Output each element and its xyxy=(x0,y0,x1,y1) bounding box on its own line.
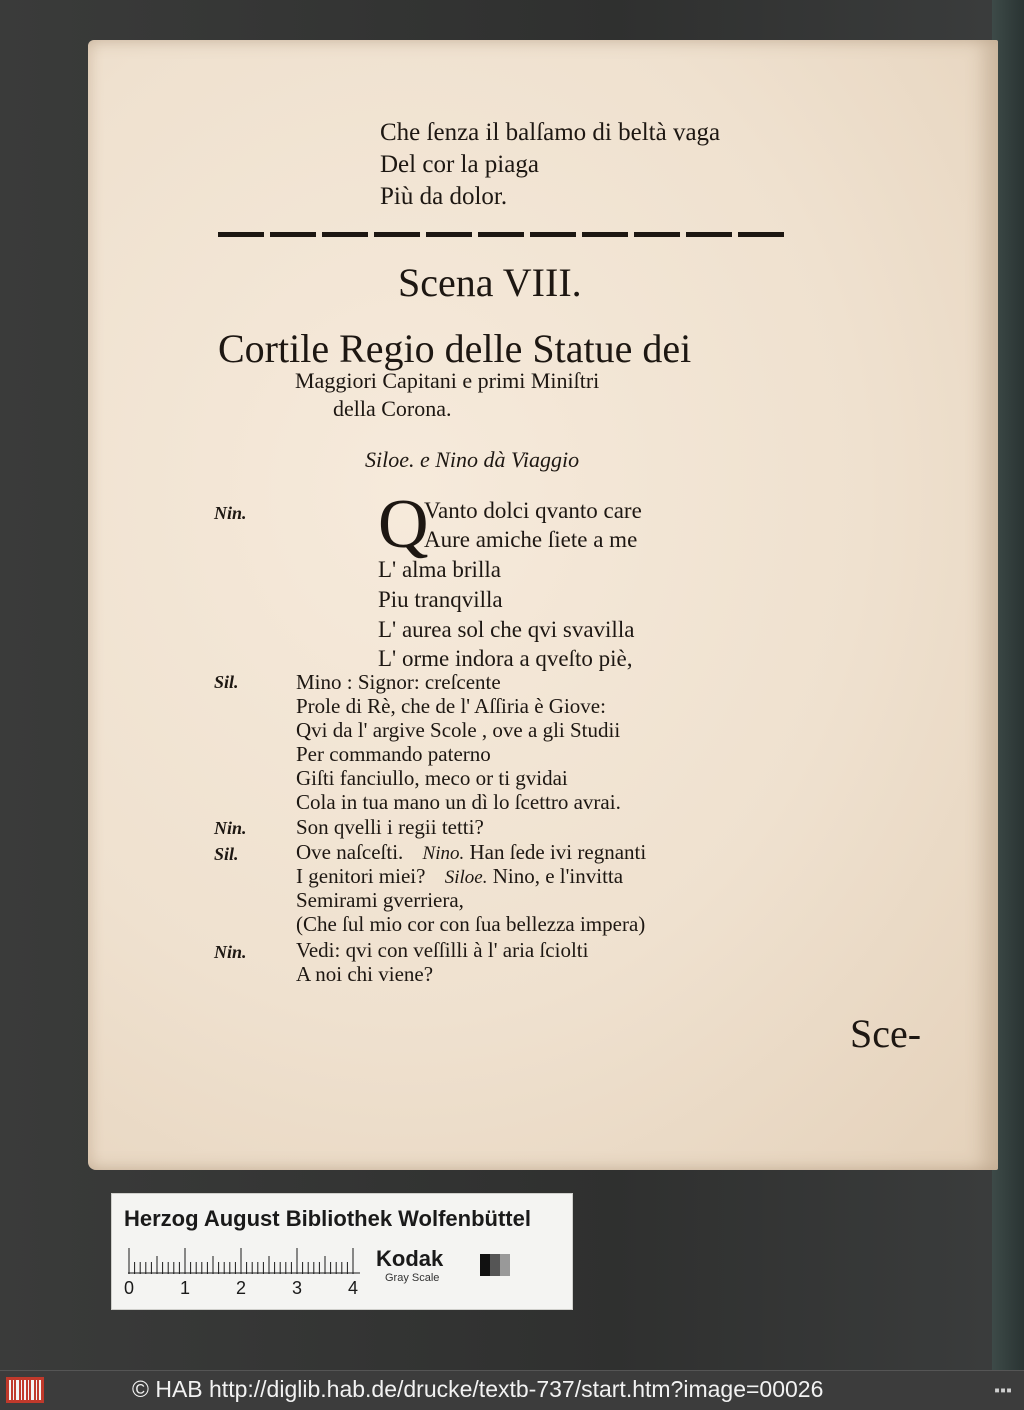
aria-line-1: Vanto dolci qvanto care xyxy=(424,498,642,523)
dialogue-line: Qvi da l' argive Scole , ove a gli Studii xyxy=(296,718,621,742)
dialogue-line xyxy=(296,840,646,865)
library-color-card xyxy=(111,1193,573,1310)
dialogue-line: Mino : Signor: creſcente xyxy=(296,670,501,694)
inline-speaker: Nino. xyxy=(422,843,465,864)
book-page xyxy=(88,40,998,1170)
speaker-label: Sil. xyxy=(214,672,239,692)
aria-line-3: L' alma brilla xyxy=(378,557,501,582)
footer-mark: ▪▪▪ xyxy=(993,1385,1012,1396)
dialogue-text: Han ſede ivi regnanti xyxy=(469,840,647,864)
gray-scale-label: Gray Scale xyxy=(385,1272,440,1284)
place-subtitle-1: Maggiori Capitani e primi Miniſtri xyxy=(295,368,600,393)
ruler-number: 4 xyxy=(348,1278,359,1298)
scene-title: Scena VIII. xyxy=(398,260,582,305)
catchword: Sce- xyxy=(850,1011,922,1056)
ruler-number: 3 xyxy=(292,1278,303,1298)
barcode-icon xyxy=(6,1377,44,1403)
dialogue-text: Ove naſceſti. xyxy=(296,840,404,864)
dialogue-line xyxy=(296,864,623,889)
drop-cap: Q xyxy=(378,486,429,563)
copyright-link[interactable]: © HAB http://diglib.hab.de/drucke/textb-737/start.htm?image=00026 xyxy=(132,1376,824,1402)
aria-line-4: Piu tranqvilla xyxy=(378,587,503,612)
dialogue-line: Prole di Rè, che de l' Aſſiria è Giove: xyxy=(296,694,606,718)
dialogue-line: Per commando paterno xyxy=(296,742,491,766)
gray-scale-patch xyxy=(480,1254,510,1276)
place-subtitle-2: della Corona. xyxy=(333,396,452,421)
library-name: Herzog August Bibliothek Wolfenbüttel xyxy=(124,1206,531,1231)
dialogue-text: I genitori miei? xyxy=(296,864,426,888)
dialogue-line: Semirami gverriera, xyxy=(296,888,464,912)
persons-line: Siloe. e Nino dà Viaggio xyxy=(365,447,580,472)
footer-bar xyxy=(0,1370,1024,1410)
dialogue-line: Vedi: qvi con veſſilli à l' aria ſciolti xyxy=(296,938,589,962)
aria-line-2: Aure amiche ſiete a me xyxy=(424,527,638,552)
dialogue-line: Son qvelli i regii tetti? xyxy=(296,815,484,839)
verse-line-3: Più da dolor. xyxy=(380,183,508,210)
speaker-label: Nin. xyxy=(214,818,247,838)
aria-line-6: L' orme indora a qveſto piè, xyxy=(378,646,633,671)
verse-line-2: Del cor la piaga xyxy=(380,151,539,178)
ruler-number: 1 xyxy=(180,1278,191,1298)
dialogue-line: A noi chi viene? xyxy=(296,962,434,986)
verse-line-1: Che ſenza il balſamo di beltà vaga xyxy=(380,119,721,146)
ruler-number: 2 xyxy=(236,1278,247,1298)
inline-speaker: Siloe. xyxy=(444,867,488,888)
ruler-number: 0 xyxy=(124,1278,135,1298)
speaker-label: Sil. xyxy=(214,844,239,864)
dialogue-text: Nino, e l'invitta xyxy=(492,864,624,888)
dialogue-line: (Che ſul mio cor con ſua bellezza impera) xyxy=(296,912,646,936)
place-title: Cortile Regio delle Statue dei xyxy=(218,326,692,371)
divider-rule xyxy=(218,232,784,237)
aria-line-5: L' aurea sol che qvi svavilla xyxy=(378,617,635,642)
speaker-label: Nin. xyxy=(214,503,247,523)
kodak-logo: Kodak xyxy=(376,1246,444,1271)
speaker-label: Nin. xyxy=(214,942,247,962)
ruler-scale xyxy=(128,1248,360,1274)
dialogue-line: Giſti fanciullo, meco or ti gvidai xyxy=(296,766,568,790)
dialogue-line: Cola in tua mano un dì lo ſcettro avrai. xyxy=(296,790,621,814)
